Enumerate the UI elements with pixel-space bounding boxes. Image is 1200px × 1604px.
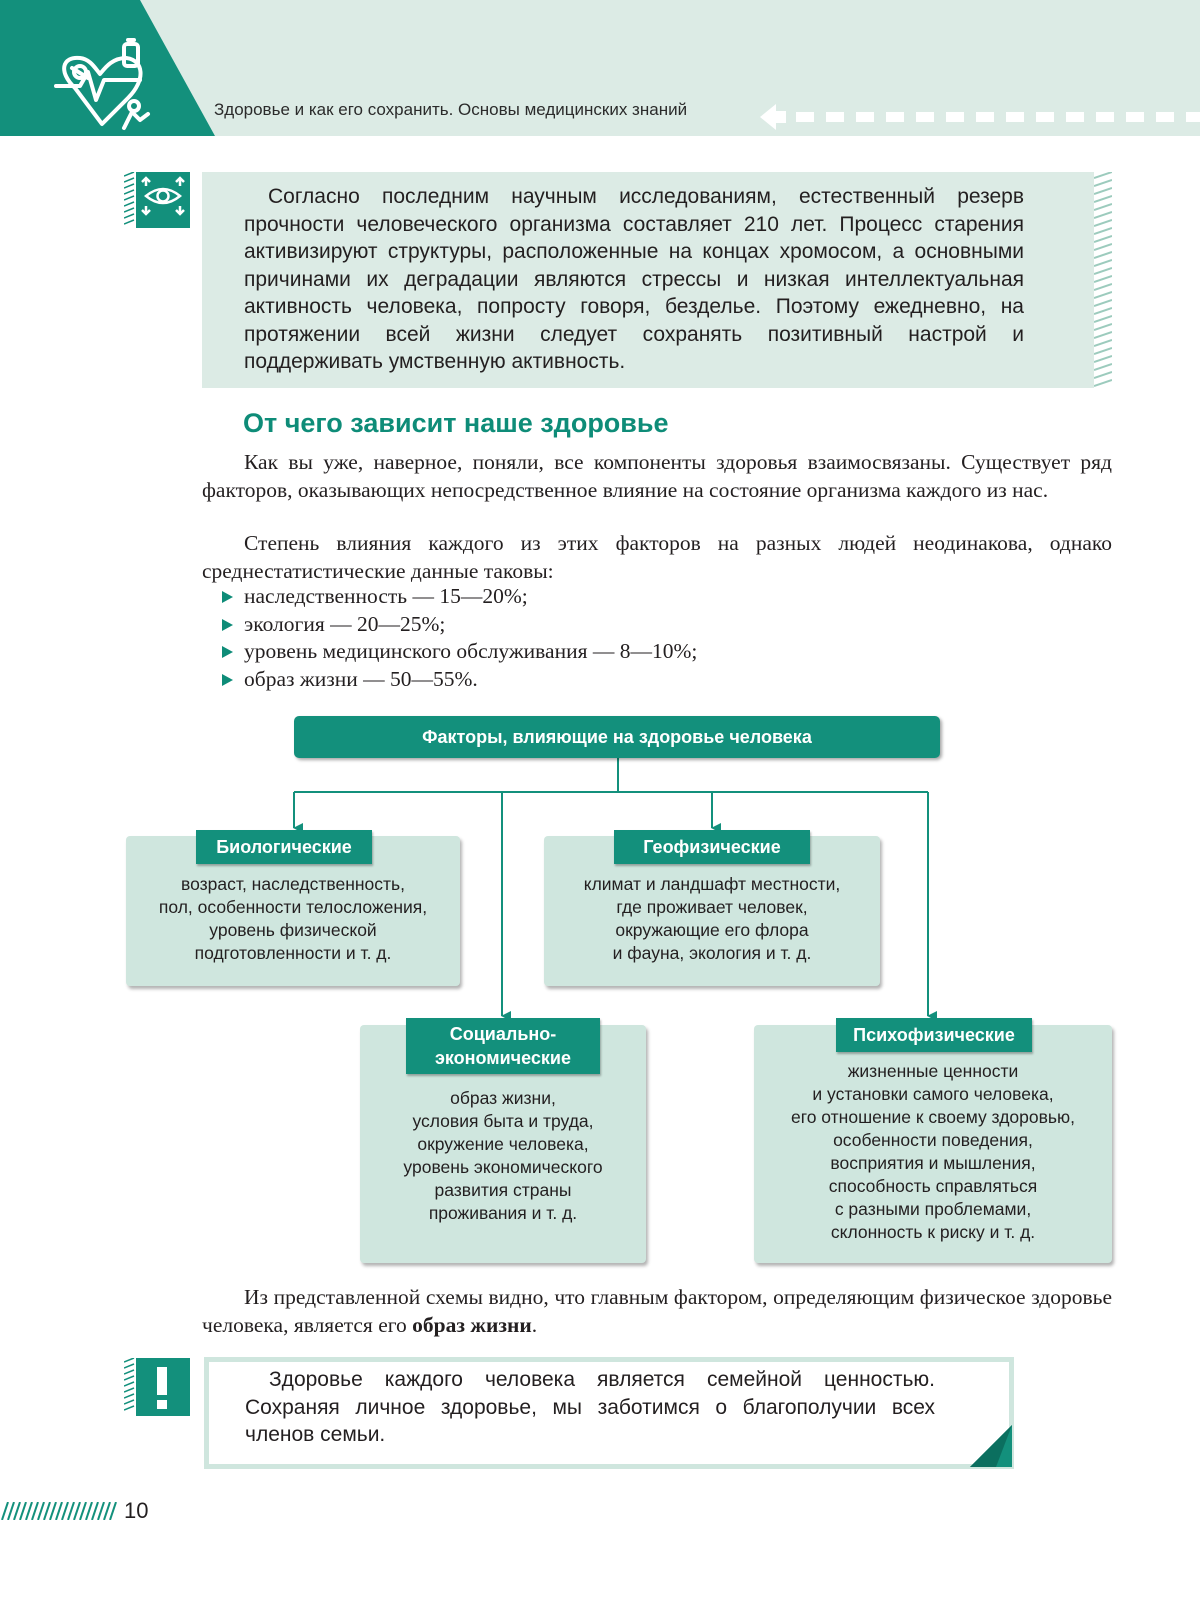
eye-icon-tile [124, 172, 190, 228]
list-item: экология — 20—25%; [220, 611, 697, 639]
exclamation-icon [157, 1367, 167, 1409]
footer-stripe-decoration [0, 1502, 118, 1520]
diagram-title: Факторы, влияющие на здоровье человека [294, 716, 940, 758]
list-item: наследственность — 15—20%; [220, 583, 697, 611]
bullet-triangle-icon [222, 619, 233, 631]
header-arrow-decoration [760, 100, 1200, 134]
factor-text-biological: возраст, наследственность, пол, особенности телосложения, уровень физической подготовленности и т. д. [158, 874, 428, 963]
fact-box-stripe-decoration [1094, 172, 1112, 388]
factor-text-socioeconomic: образ жизни, условия быта и труда, окружение человека, уровень экономического развития страны проживания и т. д. [403, 1088, 603, 1223]
running-header-title: Здоровье и как его сохранить. Основы медицинских знаний [214, 100, 688, 119]
factor-text-psychophysical: жизненные ценности и установки самого человека, его отношение к своему здоровью, особенности поведения, восприятия и мышления, способность справляться с разными проблемами, склонность к риску и т. д. [790, 1061, 1076, 1242]
factor-label-psychophysical: Психофизические [836, 1018, 1032, 1052]
exclamation-icon-tile [124, 1358, 190, 1416]
section-heading: От чего зависит наше здоровье [243, 408, 669, 438]
note-corner-fold-icon [970, 1425, 1012, 1467]
factor-text-geophysical: климат и ландшафт местности, где проживает человек, окружающие его флора и фауна, экология и т. д. [583, 874, 841, 963]
fact-box-text: Согласно последним научным исследованиям, естественный резерв прочности человеческого организма составляет 210 лет. Процесс старения активизируют структуры, расположенные на концах хромосом, а основными причинами их деградации являются стрессы и низкая интеллектуальная активность человека, попросту говоря, безделье. Поэтому ежедневно, на протяжении всей жизни следует сохранять позитивный настрой и поддерживать умственную активность. [244, 185, 1024, 373]
factor-label-geophysical: Геофизические [614, 830, 810, 864]
factor-label-socioeconomic: Социально- экономические [406, 1018, 600, 1074]
bullet-triangle-icon [222, 674, 233, 686]
paragraph-intro: Как вы уже, наверное, поняли, все компоненты здоровья взаимосвязаны. Существует ряд факторов, оказывающих непосредственное влияние на состояние организма каждого из нас. [202, 450, 1112, 502]
factor-label-biological: Биологические [196, 830, 372, 864]
emphasis-lifestyle: образ жизни [412, 1312, 532, 1337]
bullet-triangle-icon [222, 646, 233, 658]
paragraph-influence: Степень влияния каждого из этих факторов на разных людей неодинакова, однако среднестатистические данные таковы: [202, 531, 1112, 583]
list-item: образ жизни — 50—55%. [220, 666, 697, 694]
factor-percent-list [220, 583, 697, 693]
note-box-text: Здоровье каждого человека является семейной ценностью. Сохраняя личное здоровье, мы заботимся о благополучии всех членов семьи. [245, 1368, 935, 1446]
page-number: 10 [124, 1498, 149, 1523]
paragraph-conclusion: Из представленной схемы видно, что главным фактором, определяющим физическое здоровье человека, является его образ жизни. [202, 1285, 1112, 1337]
header-logo-tile [0, 0, 215, 136]
list-item: уровень медицинского обслуживания — 8—10%; [220, 638, 697, 666]
bullet-triangle-icon [222, 591, 233, 603]
